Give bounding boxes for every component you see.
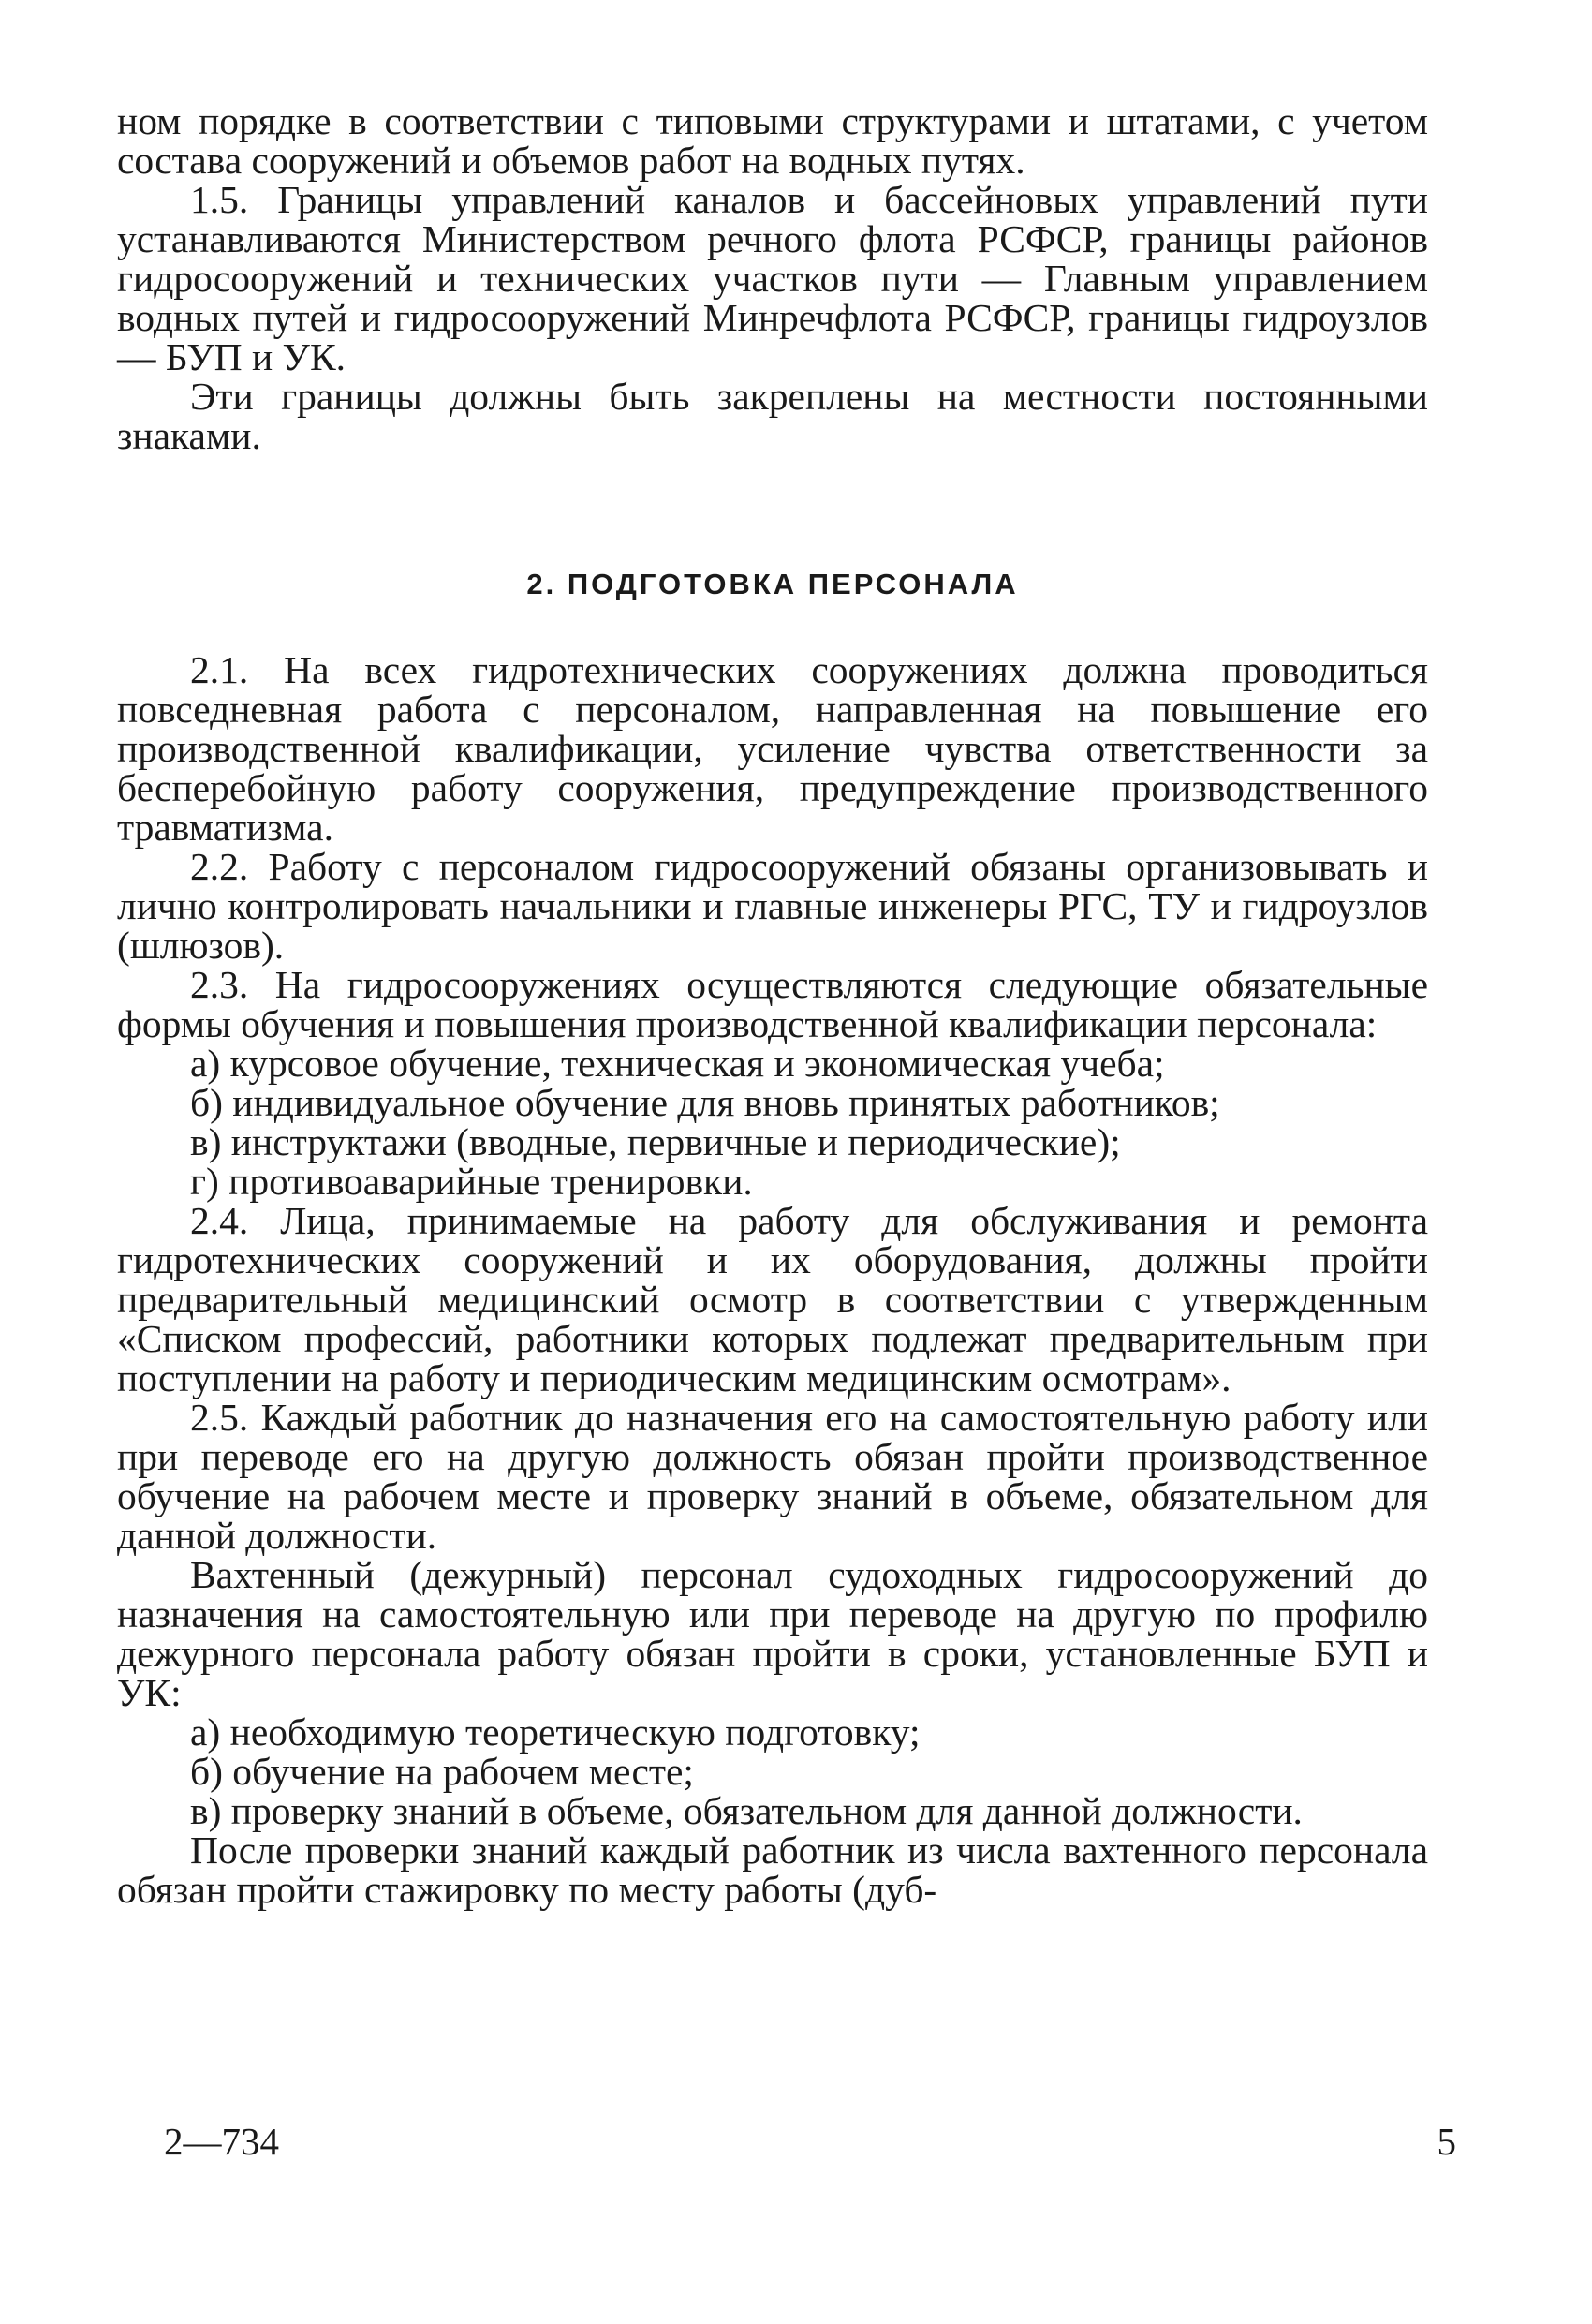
paragraph-2-5: 2.5. Каждый работник до назначения его на самостоятельную работу или при переводе его на другую должность обязан пройти производственное обучение на рабочем месте и проверку знаний в объеме, обязательном для данной должности. <box>117 1396 1428 1557</box>
list-item: б) обучение на рабочем месте; <box>190 1750 694 1793</box>
paragraph-2-1: 2.1. На всех гидротехнических сооружениях должна проводиться повседневная работа с персоналом, направленная на повышение его производственной квалификации, усиление чувства ответственности за бесперебойную работу сооружения, предупреждение производственного травматизма. <box>117 648 1428 849</box>
paragraph-continuation: ном порядке в соответствии с типовыми структурами и штатами, с учетом состава сооружений и объемов работ на водных путях. <box>117 99 1428 182</box>
paragraph-2-2: 2.2. Работу с персоналом гидросооружений обязаны организовывать и лично контролировать начальники и главные инженеры РГС, ТУ и гидроузлов (шлюзов). <box>117 845 1428 967</box>
paragraph-after-check: После проверки знаний каждый работник из числа вахтенного персонала обязан пройти стажировку по месту работы (дуб- <box>117 1828 1428 1911</box>
list-item: в) инструктажи (вводные, первичные и периодические); <box>190 1120 1121 1163</box>
paragraph-borders: Эти границы должны быть закреплены на местности постоянными знаками. <box>117 375 1428 457</box>
paragraph-2-4: 2.4. Лица, принимаемые на работу для обслуживания и ремонта гидротехнических сооружений и их оборудования, должны пройти предварительный медицинский осмотр в соответствии с утвержденным «Списком профессий, работники которых подлежат предварительным при поступлении на работу и периодическим медицинским осмотрам». <box>117 1199 1428 1399</box>
section-heading: 2. ПОДГОТОВКА ПЕРСОНАЛА <box>526 568 1019 600</box>
paragraph-2-3: 2.3. На гидросооружениях осуществляются следующие обязательные формы обучения и повышения производственной квалификации персонала: <box>117 963 1428 1045</box>
paragraph-watch-staff: Вахтенный (дежурный) персонал судоходных гидросооружений до назначения на самостоятельную или при переводе на другую по профилю дежурного персонала работу обязан пройти в сроки, установленные БУП и УК: <box>117 1553 1428 1714</box>
list-item: а) необходимую теоретическую подготовку; <box>190 1710 921 1754</box>
list-item: а) курсовое обучение, техническая и экономическая учеба; <box>190 1042 1165 1085</box>
list-item: б) индивидуальное обучение для вновь принятых работников; <box>190 1081 1220 1124</box>
list-item: г) противоаварийные тренировки. <box>190 1160 753 1203</box>
list-item: в) проверку знаний в объеме, обязательном для данной должности. <box>190 1789 1303 1832</box>
printer-signature: 2—734 <box>164 2120 279 2163</box>
paragraph-1-5: 1.5. Границы управлений каналов и бассейновых управлений пути устанавливаются Министерством речного флота РСФСР, границы районов гидросооружений и технических участков пути — Главным управлением водных путей и гидросооружений Минречфлота РСФСР, границы гидроузлов — БУП и УК. <box>117 178 1428 378</box>
page-number: 5 <box>1437 2120 1456 2163</box>
document-page <box>117 101 1428 1909</box>
